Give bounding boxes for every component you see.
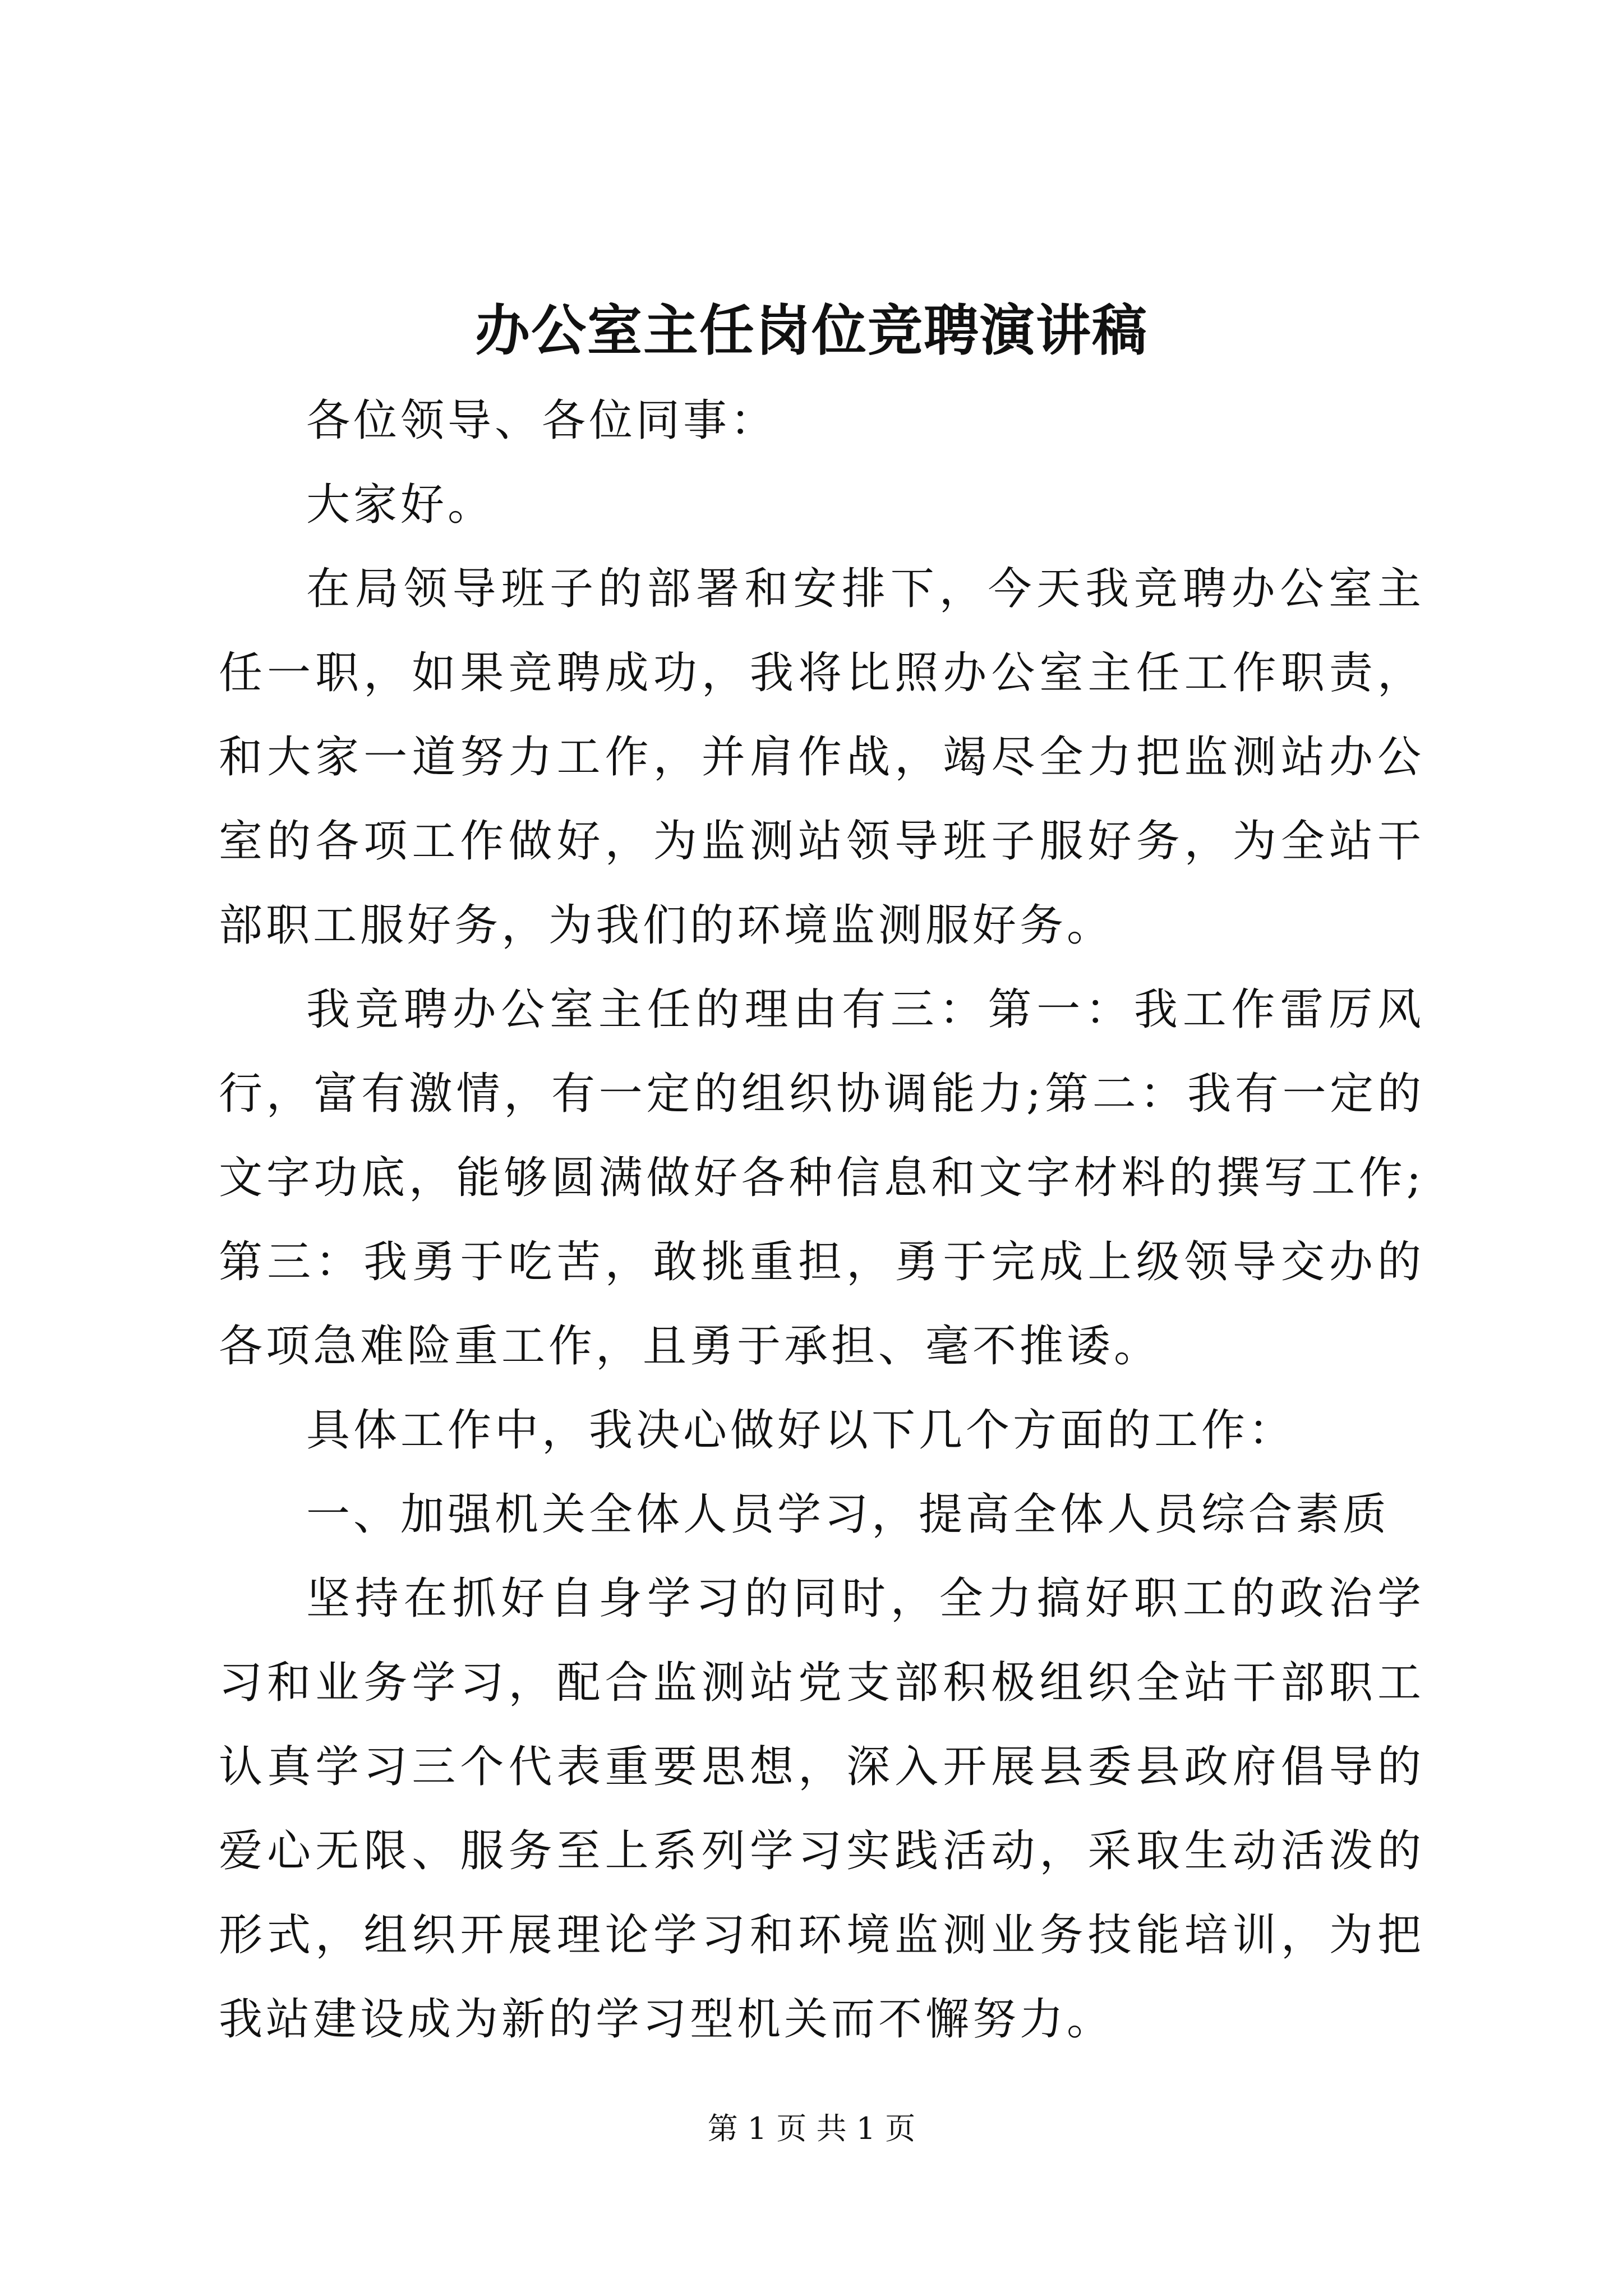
section-heading-1: 一、加强机关全体人员学习，提高全体人员综合素质 <box>306 1489 1390 1540</box>
paragraph-section-1: 坚持在抓好自身学习的同时，全力搞好职工的政治学习和业务学习，配合监测站党支部积极组织全站干部职工认真学习三个代表重要思想，深入开展县委县政府倡导的爱心无限、服务至上系列学习实践活动，采取生动活泼的形式，组织开展理论学习和环境监测业务技能培训，为把我站建设成为新的学习型机关而不懈努力。 <box>219 1573 1424 2045</box>
paragraph-plan-intro: 具体工作中，我决心做好以下几个方面的工作： <box>306 1405 1296 1456</box>
paragraph-intro: 在局领导班子的部署和安排下，今天我竞聘办公室主任一职，如果竞聘成功，我将比照办公室主任工作职责，和大家一道努力工作，并肩作战，竭尽全力把监测站办公室的各项工作做好，为监测站领导班子服好务，为全站干部职工服好务，为我们的环境监测服好务。 <box>219 564 1424 951</box>
greeting: 大家好。 <box>306 480 495 530</box>
salutation: 各位领导、各位同事： <box>306 395 778 446</box>
document-body <box>219 379 1424 2062</box>
paragraph-reasons: 我竞聘办公室主任的理由有三：第一：我工作雷厉风行，富有激情，有一定的组织协调能力;第二：我有一定的文字功底，能够圆满做好各种信息和文字材料的撰写工作;第三：我勇于吃苦，敢挑重担，勇于完成上级领导交办的各项急难险重工作，且勇于承担、毫不推诿。 <box>219 984 1424 1372</box>
page-footer: 第 1 页 共 1 页 <box>707 2111 916 2146</box>
page-title: 办公室主任岗位竞聘演讲稿 <box>474 298 1148 363</box>
